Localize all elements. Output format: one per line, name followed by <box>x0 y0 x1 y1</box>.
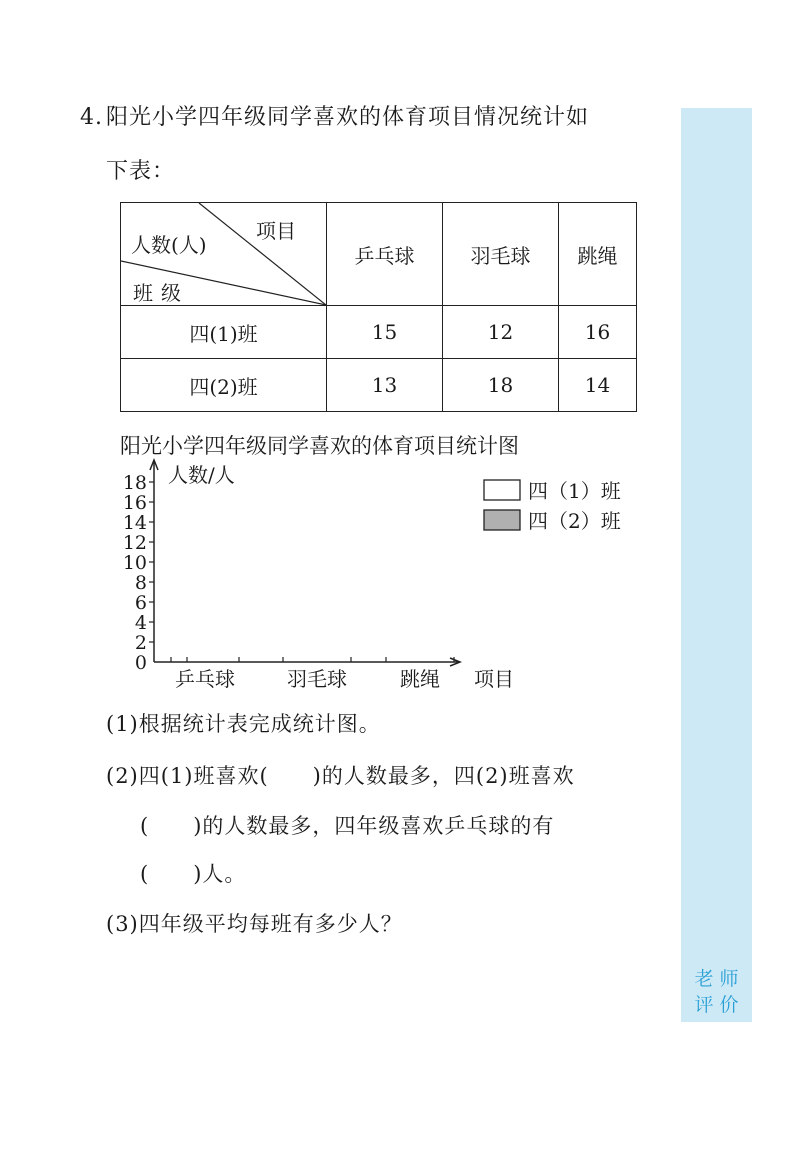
x-axis-label: 项目 <box>474 667 514 691</box>
legend-label: 四（1）班 <box>528 479 621 503</box>
x-tick-label: 跳绳 <box>400 667 440 691</box>
y-tick-label: 12 <box>122 532 147 554</box>
row-label: 四(2)班 <box>121 359 327 412</box>
x-tick-label: 乒乓球 <box>175 667 235 691</box>
table-cell: 13 <box>327 359 443 412</box>
legend-label: 四（2）班 <box>528 509 621 533</box>
column-header: 跳绳 <box>559 203 637 306</box>
teacher-eval-line1: 老 师 <box>694 968 739 990</box>
table-cell: 18 <box>443 359 559 412</box>
y-tick-label: 16 <box>122 492 147 514</box>
question-text-line1: 阳光小学四年级同学喜欢的体育项目情况统计如 <box>106 105 590 130</box>
legend-swatch <box>484 480 520 500</box>
header-project: 项目 <box>256 219 296 243</box>
question-3: (3)四年级平均每班有多少人？ <box>106 912 403 936</box>
chart-title: 阳光小学四年级同学喜欢的体育项目统计图 <box>120 434 519 458</box>
column-header: 羽毛球 <box>443 203 559 306</box>
teacher-eval-line2: 评 价 <box>694 994 739 1016</box>
y-tick-label: 10 <box>122 552 147 574</box>
y-tick-label: 2 <box>134 632 147 654</box>
column-header: 乒乓球 <box>327 203 443 306</box>
y-tick-label: 6 <box>134 592 147 614</box>
question-text-line2: 下表： <box>106 159 176 184</box>
x-tick-label: 羽毛球 <box>287 667 347 691</box>
question-2-line1: (2)四(1)班喜欢( )的人数最多，四(2)班喜欢 <box>106 764 575 788</box>
question-number: 4. <box>80 105 103 130</box>
header-count: 人数(人) <box>131 233 207 257</box>
table-cell: 14 <box>559 359 637 412</box>
y-tick-label: 8 <box>134 572 147 594</box>
y-tick-label: 0 <box>134 652 147 674</box>
row-label: 四(1)班 <box>121 306 327 359</box>
y-tick-label: 18 <box>122 472 147 494</box>
header-class: 班级 <box>133 281 189 305</box>
legend-swatch <box>484 510 520 530</box>
table-cell: 12 <box>443 306 559 359</box>
y-tick-label: 14 <box>122 512 147 534</box>
question-2-line2: ( )的人数最多，四年级喜欢乒乓球的有 <box>140 814 555 838</box>
y-axis-label: 人数/人 <box>168 463 235 487</box>
question-2-line3: ( )人。 <box>140 862 247 886</box>
table-cell: 15 <box>327 306 443 359</box>
y-tick-label: 4 <box>134 612 147 634</box>
table-cell: 16 <box>559 306 637 359</box>
question-1: (1)根据统计表完成统计图。 <box>106 712 381 736</box>
teacher-eval-label <box>681 966 752 1018</box>
